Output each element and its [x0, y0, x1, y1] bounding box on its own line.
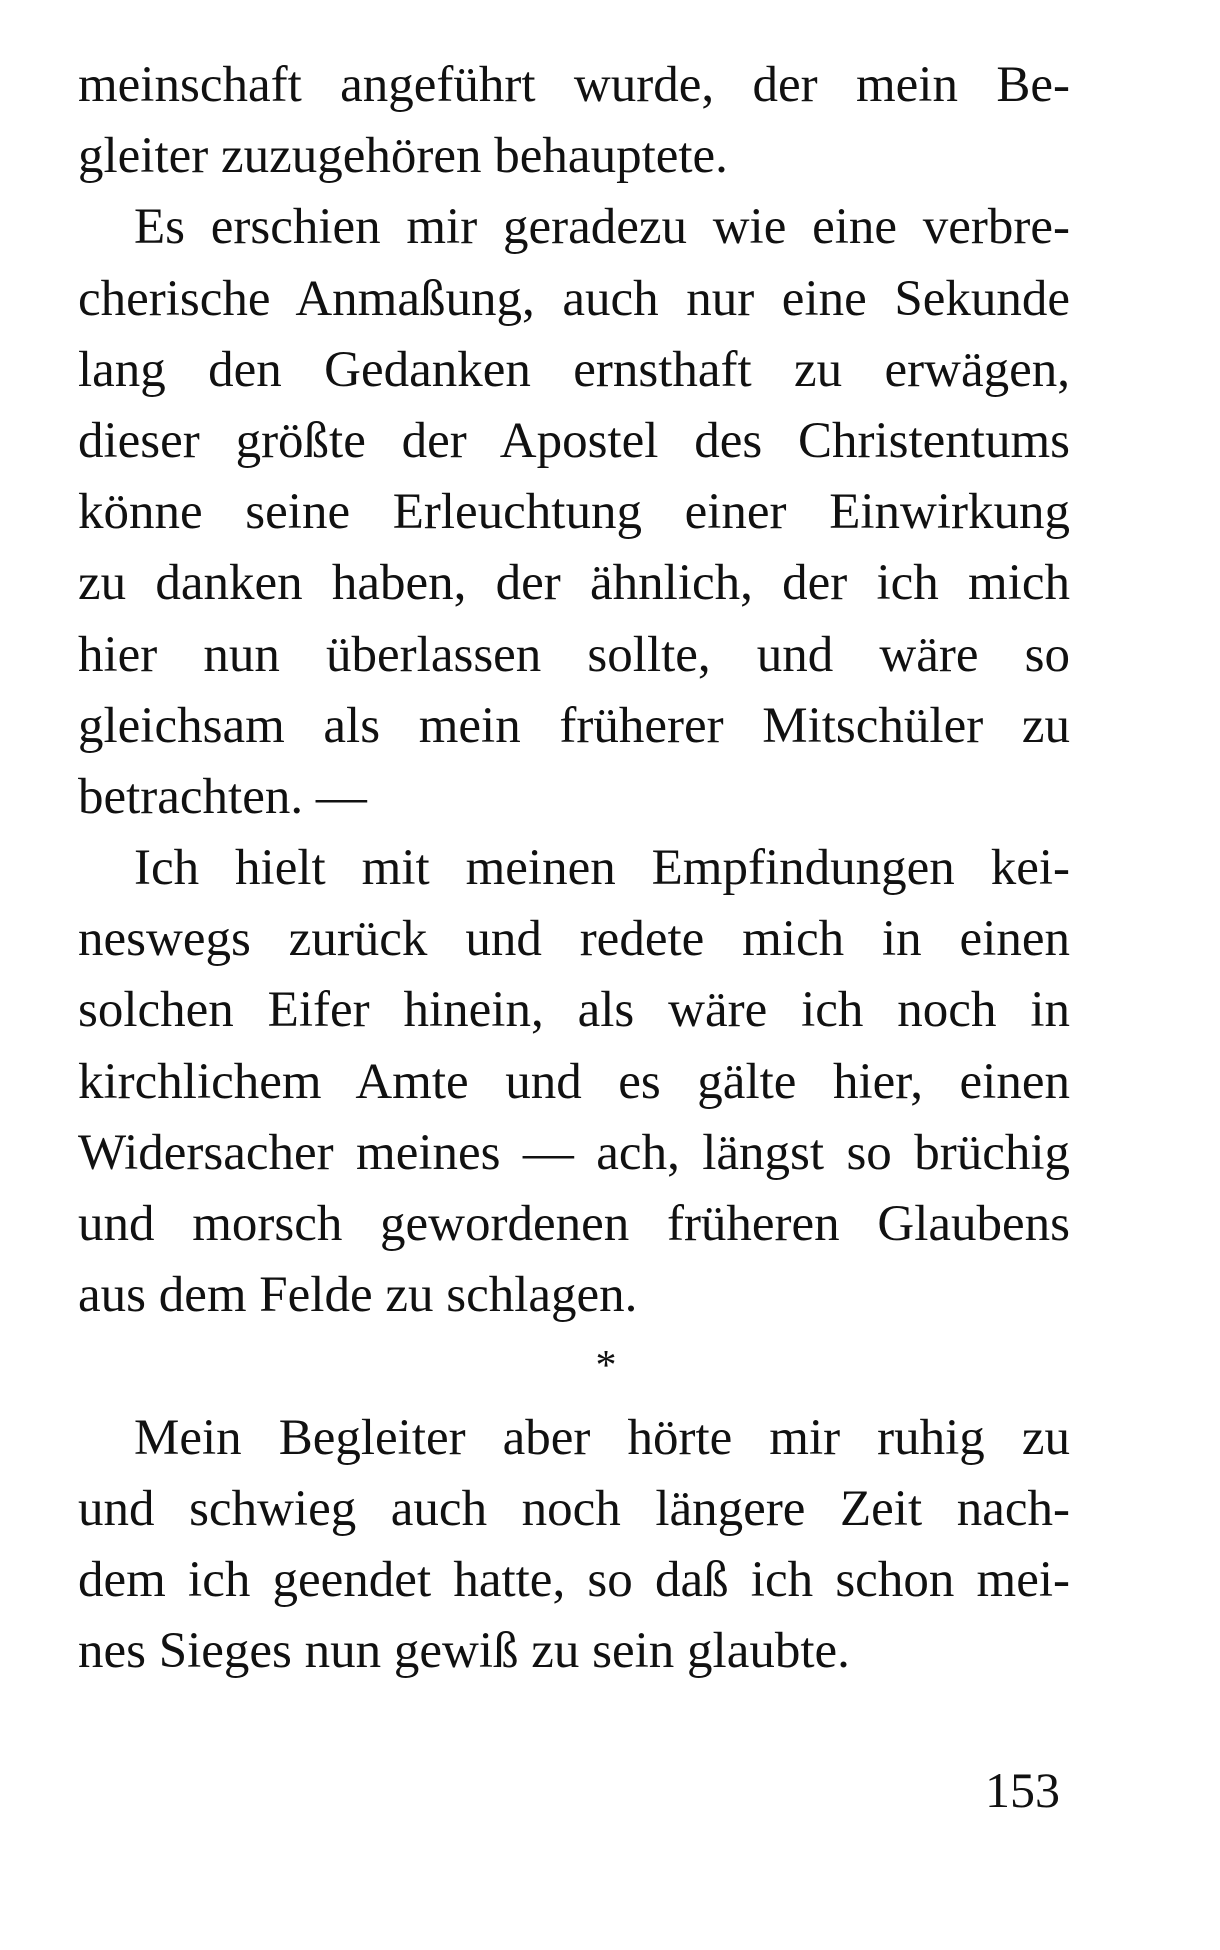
text-line: zu danken haben, der ähnlich, der ich mich	[78, 555, 1070, 612]
text-line: hier nun überlassen sollte, und wäre so	[78, 626, 1070, 683]
text-line: solchen Eifer hinein, als wäre ich noch in	[78, 982, 1070, 1039]
text-line: nes Sieges nun gewiß zu sein glaubte.	[78, 1623, 850, 1680]
text-line: betrachten. —	[78, 768, 367, 825]
body-text	[78, 50, 1070, 1687]
text-line: dem ich geendet hatte, so daß ich schon mei-	[78, 1551, 1070, 1608]
text-line: Widersacher meines — ach, längst so brüchig	[78, 1124, 1070, 1181]
section-separator: *	[595, 1343, 617, 1390]
text-line: und schwieg auch noch längere Zeit nach-	[78, 1480, 1070, 1537]
text-line: gleiter zuzugehören behauptete.	[78, 128, 728, 185]
paragraph-start-line: Mein Begleiter aber hörte mir ruhig zu	[134, 1409, 1070, 1466]
text-line: und morsch gewordenen früheren Glaubens	[78, 1196, 1070, 1252]
text-line: aus dem Felde zu schlagen.	[78, 1267, 638, 1324]
page-number: 153	[985, 1762, 1060, 1818]
text-line: gleichsam als mein früherer Mitschüler zu	[78, 697, 1070, 754]
text-line: dieser größte der Apostel des Christentums	[78, 412, 1070, 469]
paragraph-start-line: Es erschien mir geradezu wie eine verbre-	[134, 199, 1070, 256]
text-line: könne seine Erleuchtung einer Einwirkung	[78, 484, 1070, 541]
text-line: lang den Gedanken ernsthaft zu erwägen,	[78, 341, 1070, 398]
text-line: meinschaft angeführt wurde, der mein Be-	[78, 57, 1070, 113]
text-line: neswegs zurück und redete mich in einen	[78, 911, 1070, 968]
paragraph-start-line: Ich hielt mit meinen Empfindungen kei-	[134, 840, 1070, 897]
text-line: kirchlichem Amte und es gälte hier, einen	[78, 1053, 1070, 1110]
text-line: cherische Anmaßung, auch nur eine Sekunde	[78, 270, 1070, 327]
